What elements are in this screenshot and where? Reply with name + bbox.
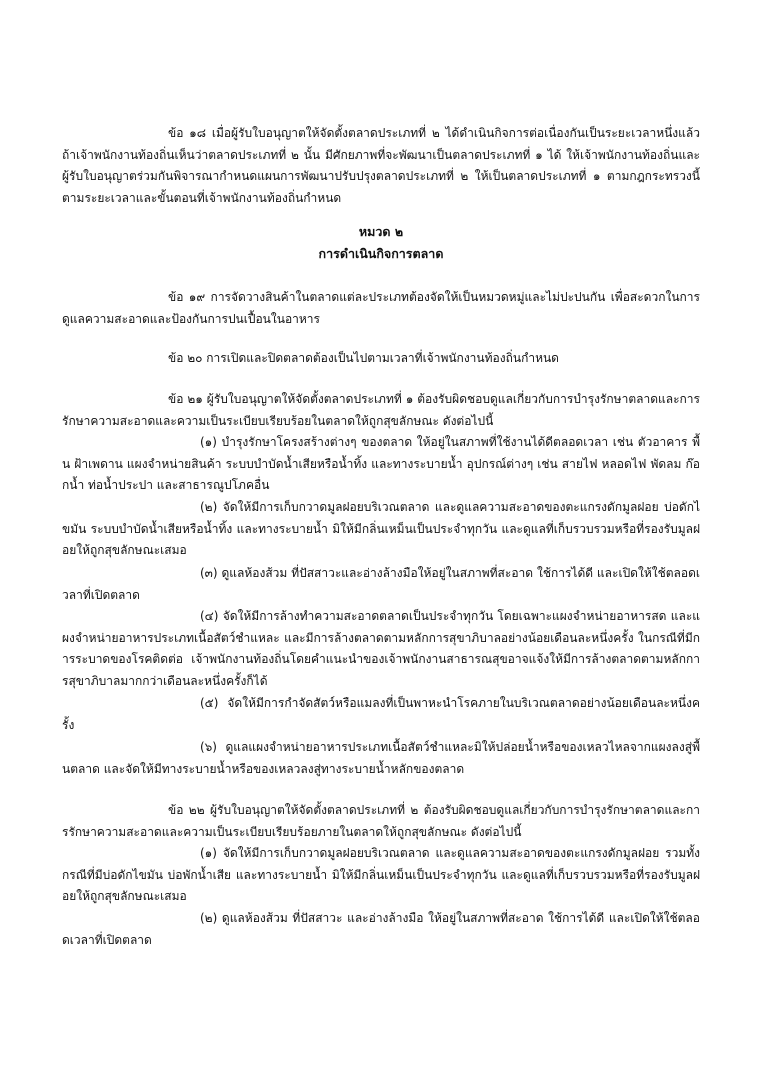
clause-21-item-6: (๖) ดูแลแผงจำหน่ายอาหารประเภทเนื้อสัตว์ชำแหละมิให้ปล่อยน้ำหรือของเหลวไหลจากแผงลงสู่พื้นตลาด และจัดให้มีทางระบายน้ำหรือของเหลวลงสู่ทางระบายน้ำหลักของตลาด (62, 740, 700, 776)
clause-18: ข้อ ๑๘ เมื่อผู้รับใบอนุญาตให้จัดตั้งตลาดประเภทที่ ๒ ได้ดำเนินกิจการต่อเนื่องกันเป็นระยะเวลาหนึ่งแล้ว ถ้าเจ้าพนักงานท้องถิ่นเห็นว่าตลาดประเภทที่ ๒ นั้น มีศักยภาพที่จะพัฒนาเป็นตลาดประเภทที่ ๑ ได้ ให้เจ้าพนักงานท้องถิ่นและผู้รับใบอนุญาตร่วมกันพิจารณากำหนดแผนการพัฒนาปรับปรุงตลาดประเภทที่ ๒ ให้เป็นตลาดประเภทที่ ๑ ตามกฎกระทรวงนี้ ตามระยะเวลาและขั้นตอนที่เจ้าพนักงานท้องถิ่นกำหนด (62, 126, 700, 205)
clause-20: ข้อ ๒๐ การเปิดและปิดตลาดต้องเป็นไปตามเวลาที่เจ้าพนักงานท้องถิ่นกำหนด (168, 351, 559, 365)
clause-22-item-2: (๒) ดูแลห้องส้วม ที่ปัสสาวะ และอ่างล้างมือ ให้อยู่ในสภาพที่สะอาด ใช้การได้ดี และเปิดให้ใช้ตลอดเวลาที่เปิดตลาด (62, 911, 700, 947)
clause-21-item-4: (๔) จัดให้มีการล้างทำความสะอาดตลาดเป็นประจำทุกวัน โดยเฉพาะแผงจำหน่ายอาหารสด และแผงจำหน่ายอาหารประเภทเนื้อสัตว์ชำแหละ และมีการล้างตลาดตามหลักการสุขาภิบาลอย่างน้อยเดือนละหนึ่งครั้ง ในกรณีที่มีการระบาดของโรคติดต่อ เจ้าพนักงานท้องถิ่นโดยคำแนะนำของเจ้าพนักงานสาธารณสุขอาจแจ้งให้มีการล้างตลาดตามหลักการสุขาภิบาลมากกว่าเดือนละหนึ่งครั้งก็ได้ (62, 609, 700, 688)
clause-21-item-1: (๑) บำรุงรักษาโครงสร้างต่างๆ ของตลาด ให้อยู่ในสภาพที่ใช้งานได้ดีตลอดเวลา เช่น ตัวอาคาร พื้น ฝ้าเพดาน แผงจำหน่ายสินค้า ระบบบำบัดน้ำเสียหรือน้ำทิ้ง และทางระบายน้ำ อุปกรณ์ต่างๆ เช่น สายไฟ หลอดไฟ พัดลม ก๊อกน้ำ ท่อน้ำประปา และสาธารณูปโภคอื่น (62, 435, 700, 492)
clause-22: ข้อ ๒๒ ผู้รับใบอนุญาตให้จัดตั้งตลาดประเภทที่ ๒ ต้องรับผิดชอบดูแลเกี่ยวกับการบำรุงรักษาตลาดและการรักษาความสะอาดและความเป็นระเบียบเรียบร้อยภายในตลาดให้ถูกสุขลักษณะ ดังต่อไปนี้ (62, 803, 700, 839)
clause-22-item-1: (๑) จัดให้มีการเก็บกวาดมูลฝอยบริเวณตลาด และดูแลความสะอาดของตะแกรงดักมูลฝอย รวมทั้งกรณีที่มีบ่อดักไขมัน บ่อพักน้ำเสีย และทางระบายน้ำ มิให้มีกลิ่นเหม็นเป็นประจำทุกวัน และดูแลที่เก็บรวบรวมหรือที่รองรับมูลฝอยให้ถูกสุขลักษณะเสมอ (62, 846, 700, 903)
chapter-number: หมวด ๒ (358, 224, 404, 239)
clause-21: ข้อ ๒๑ ผู้รับใบอนุญาตให้จัดตั้งตลาดประเภทที่ ๑ ต้องรับผิดชอบดูแลเกี่ยวกับการบำรุงรักษาตลาดและการรักษาความสะอาดและความเป็นระเบียบเรียบร้อยในตลาดให้ถูกสุขลักษณะ ดังต่อไปนี้ (62, 392, 700, 428)
clause-21-item-2: (๒) จัดให้มีการเก็บกวาดมูลฝอยบริเวณตลาด และดูแลความสะอาดของตะแกรงดักมูลฝอย บ่อดักไขมัน ระบบบำบัดน้ำเสียหรือน้ำทิ้ง และทางระบายน้ำ มิให้มีกลิ่นเหม็นเป็นประจำทุกวัน และดูแลที่เก็บรวบรวมหรือที่รองรับมูลฝอยให้ถูกสุขลักษณะเสมอ (62, 500, 700, 557)
clause-21-item-3: (๓) ดูแลห้องส้วม ที่ปัสสาวะและอ่างล้างมือให้อยู่ในสภาพที่สะอาด ใช้การได้ดี และเปิดให้ใช้ตลอดเวลาที่เปิดตลาด (62, 566, 700, 602)
clause-19: ข้อ ๑๙ การจัดวางสินค้าในตลาดแต่ละประเภทต้องจัดให้เป็นหมวดหมู่และไม่ปะปนกัน เพื่อสะดวกในการดูแลความสะอาดและป้องกันการปนเปื้อนในอาหาร (62, 290, 700, 326)
chapter-title: การดำเนินกิจการตลาด (318, 246, 444, 261)
clause-21-item-5: (๕) จัดให้มีการกำจัดสัตว์หรือแมลงที่เป็นพาหะนำโรคภายในบริเวณตลาดอย่างน้อยเดือนละหนึ่งครั้ง (62, 696, 700, 732)
